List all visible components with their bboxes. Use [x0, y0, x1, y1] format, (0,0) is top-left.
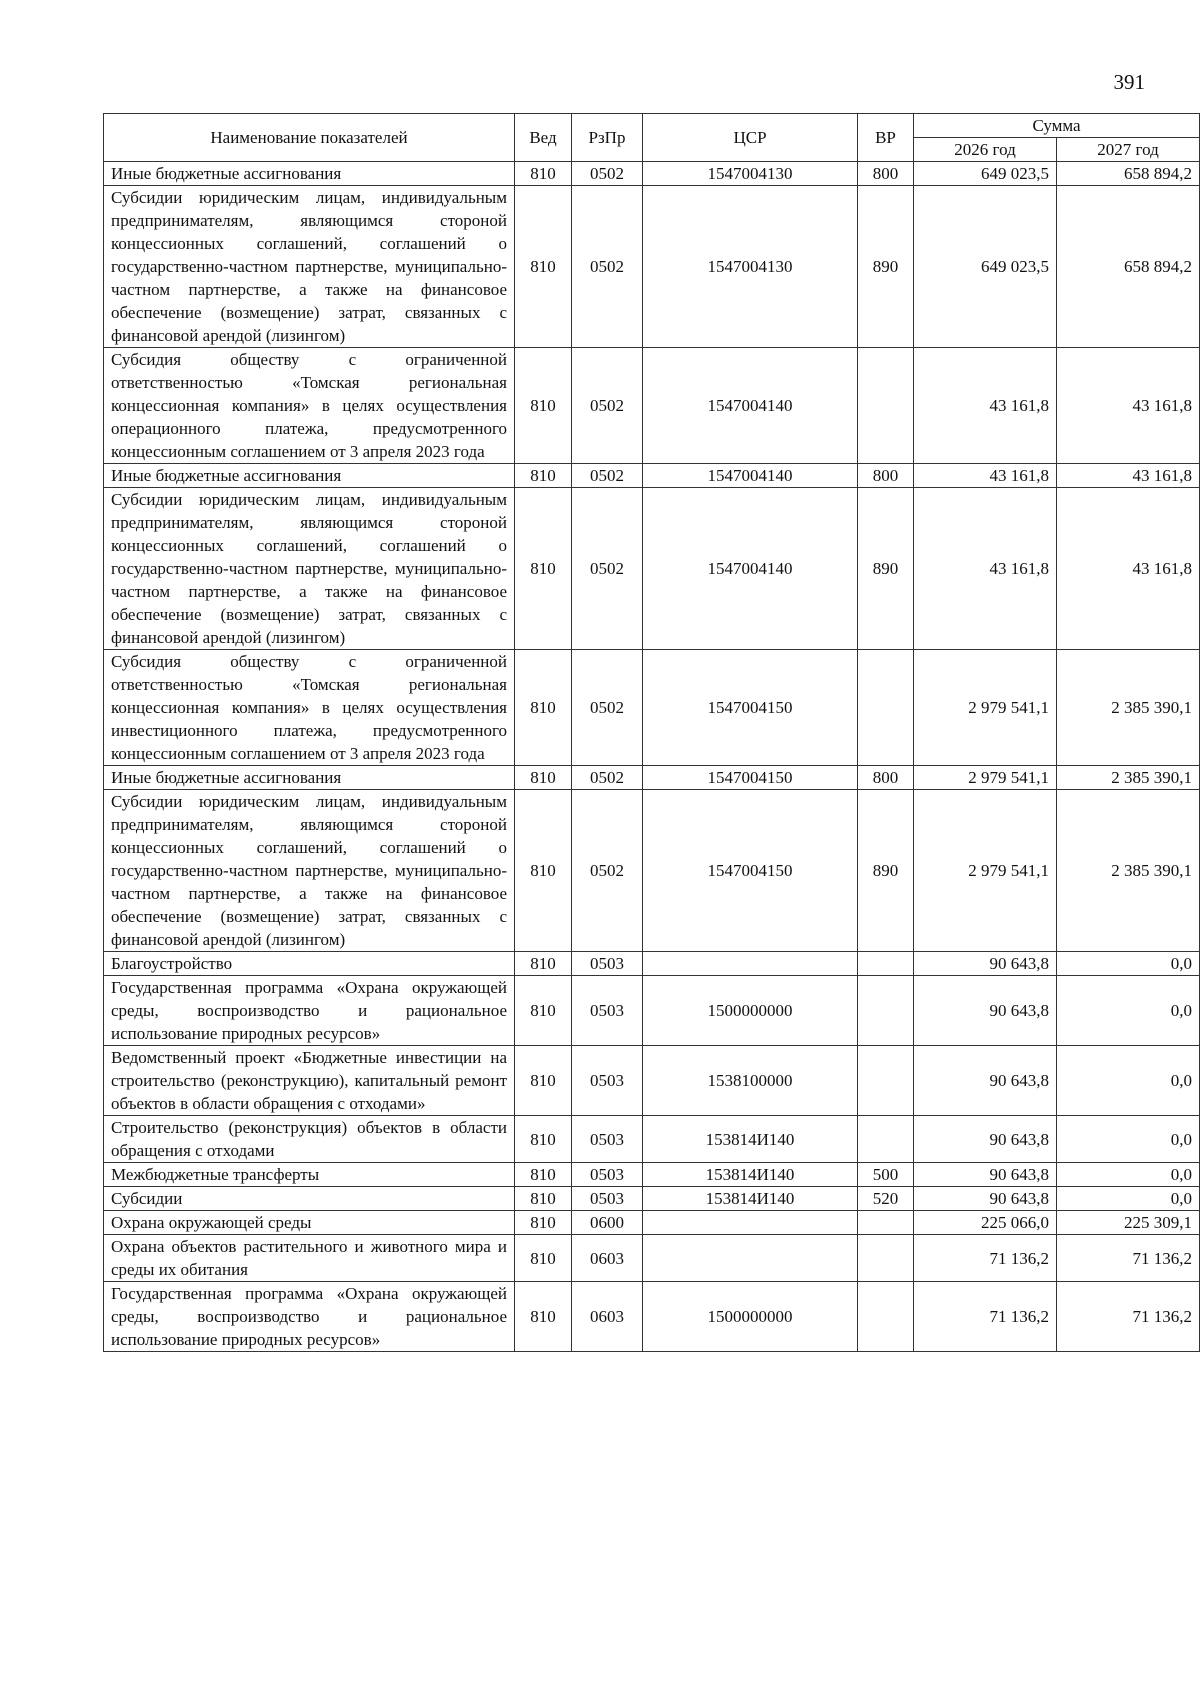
- row-sum-2026: 2 979 541,1: [914, 790, 1057, 952]
- row-sum-2026: 2 979 541,1: [914, 650, 1057, 766]
- row-vr: 800: [858, 464, 914, 488]
- row-sum-2026: 90 643,8: [914, 1116, 1057, 1163]
- row-sum-2026: 90 643,8: [914, 976, 1057, 1046]
- row-sum-2027: 658 894,2: [1057, 162, 1200, 186]
- row-ved: 810: [515, 488, 572, 650]
- header-year-2027: 2027 год: [1057, 138, 1200, 162]
- row-sum-2026: 90 643,8: [914, 1163, 1057, 1187]
- header-csr: ЦСР: [643, 114, 858, 162]
- row-name: Межбюджетные трансферты: [104, 1163, 515, 1187]
- row-name: Субсидия обществу с ограниченной ответственностью «Томская региональная концессионная компания» в целях осуществления операционного платежа, предусмотренного концессионным соглашением от 3 апреля 2023 года: [104, 348, 515, 464]
- table-row: [104, 1282, 1200, 1352]
- row-vr: 520: [858, 1187, 914, 1211]
- row-rzpr: 0502: [572, 488, 643, 650]
- row-sum-2026: 2 979 541,1: [914, 766, 1057, 790]
- row-rzpr: 0502: [572, 790, 643, 952]
- row-sum-2027: 2 385 390,1: [1057, 790, 1200, 952]
- row-rzpr: 0603: [572, 1235, 643, 1282]
- row-csr: 153814И140: [643, 1116, 858, 1163]
- table-row: [104, 464, 1200, 488]
- row-vr: 500: [858, 1163, 914, 1187]
- budget-table: [103, 113, 1200, 1352]
- header-year-2026: 2026 год: [914, 138, 1057, 162]
- row-sum-2027: 43 161,8: [1057, 488, 1200, 650]
- row-ved: 810: [515, 1235, 572, 1282]
- row-name: Государственная программа «Охрана окружающей среды, воспроизводство и рациональное использование природных ресурсов»: [104, 976, 515, 1046]
- row-csr: 1547004130: [643, 186, 858, 348]
- row-sum-2027: 0,0: [1057, 1187, 1200, 1211]
- row-csr: 1547004140: [643, 488, 858, 650]
- row-vr: [858, 1235, 914, 1282]
- row-vr: 890: [858, 790, 914, 952]
- row-name: Субсидии: [104, 1187, 515, 1211]
- row-sum-2026: 90 643,8: [914, 1187, 1057, 1211]
- row-sum-2026: 71 136,2: [914, 1235, 1057, 1282]
- table-body: [104, 162, 1200, 1352]
- table-row: [104, 1116, 1200, 1163]
- row-sum-2026: 90 643,8: [914, 1046, 1057, 1116]
- row-rzpr: 0603: [572, 1282, 643, 1352]
- page-number: 391: [1113, 70, 1145, 94]
- table-row: [104, 952, 1200, 976]
- row-sum-2026: 649 023,5: [914, 162, 1057, 186]
- row-csr: [643, 1211, 858, 1235]
- table-row: [104, 162, 1200, 186]
- table-row: [104, 1163, 1200, 1187]
- row-rzpr: 0502: [572, 464, 643, 488]
- table-header: [104, 114, 1200, 162]
- table-row: [104, 1235, 1200, 1282]
- row-csr: 1547004140: [643, 348, 858, 464]
- row-vr: [858, 976, 914, 1046]
- row-sum-2026: 71 136,2: [914, 1282, 1057, 1352]
- row-name: Субсидии юридическим лицам, индивидуальным предпринимателям, являющимся стороной концессионных соглашений, соглашений о государственно-частном партнерстве, муниципально-частном партнерстве, а также на финансовое обеспечение (возмещение) затрат, связанных с финансовой арендой (лизингом): [104, 488, 515, 650]
- row-name: Субсидии юридическим лицам, индивидуальным предпринимателям, являющимся стороной концессионных соглашений, соглашений о государственно-частном партнерстве, муниципально-частном партнерстве, а также на финансовое обеспечение (возмещение) затрат, связанных с финансовой арендой (лизингом): [104, 790, 515, 952]
- row-vr: 800: [858, 766, 914, 790]
- row-name: Строительство (реконструкция) объектов в области обращения с отходами: [104, 1116, 515, 1163]
- table-row: [104, 1211, 1200, 1235]
- header-name: Наименование показателей: [104, 114, 515, 162]
- table-row: [104, 766, 1200, 790]
- row-sum-2027: 43 161,8: [1057, 464, 1200, 488]
- row-sum-2027: 2 385 390,1: [1057, 766, 1200, 790]
- row-ved: 810: [515, 1211, 572, 1235]
- row-csr: 1547004150: [643, 650, 858, 766]
- row-vr: [858, 952, 914, 976]
- row-sum-2027: 43 161,8: [1057, 348, 1200, 464]
- row-ved: 810: [515, 1163, 572, 1187]
- row-vr: [858, 1116, 914, 1163]
- header-rzpr: РзПр: [572, 114, 643, 162]
- header-sum: Сумма: [914, 114, 1200, 138]
- row-name: Ведомственный проект «Бюджетные инвестиции на строительство (реконструкцию), капитальный ремонт объектов в области обращения с отходами»: [104, 1046, 515, 1116]
- row-vr: 890: [858, 186, 914, 348]
- row-csr: [643, 952, 858, 976]
- row-rzpr: 0503: [572, 1163, 643, 1187]
- row-rzpr: 0503: [572, 1187, 643, 1211]
- row-csr: 1500000000: [643, 976, 858, 1046]
- header-vr: ВР: [858, 114, 914, 162]
- row-vr: 890: [858, 488, 914, 650]
- table-row: [104, 790, 1200, 952]
- row-csr: 1538100000: [643, 1046, 858, 1116]
- row-rzpr: 0502: [572, 162, 643, 186]
- row-sum-2027: 225 309,1: [1057, 1211, 1200, 1235]
- row-ved: 810: [515, 464, 572, 488]
- row-ved: 810: [515, 1282, 572, 1352]
- row-sum-2027: 0,0: [1057, 952, 1200, 976]
- row-sum-2026: 225 066,0: [914, 1211, 1057, 1235]
- row-csr: 153814И140: [643, 1163, 858, 1187]
- row-csr: 153814И140: [643, 1187, 858, 1211]
- row-name: Иные бюджетные ассигнования: [104, 766, 515, 790]
- row-sum-2026: 43 161,8: [914, 348, 1057, 464]
- row-ved: 810: [515, 1116, 572, 1163]
- row-sum-2027: 0,0: [1057, 976, 1200, 1046]
- row-sum-2026: 90 643,8: [914, 952, 1057, 976]
- row-rzpr: 0503: [572, 976, 643, 1046]
- row-vr: [858, 1211, 914, 1235]
- row-sum-2027: 0,0: [1057, 1046, 1200, 1116]
- row-vr: [858, 650, 914, 766]
- row-csr: [643, 1235, 858, 1282]
- row-csr: 1547004130: [643, 162, 858, 186]
- row-name: Благоустройство: [104, 952, 515, 976]
- row-rzpr: 0502: [572, 186, 643, 348]
- row-csr: 1547004150: [643, 766, 858, 790]
- row-name: Охрана объектов растительного и животного мира и среды их обитания: [104, 1235, 515, 1282]
- row-sum-2027: 71 136,2: [1057, 1282, 1200, 1352]
- row-sum-2027: 0,0: [1057, 1163, 1200, 1187]
- row-name: Иные бюджетные ассигнования: [104, 464, 515, 488]
- row-sum-2026: 649 023,5: [914, 186, 1057, 348]
- row-ved: 810: [515, 1187, 572, 1211]
- row-ved: 810: [515, 348, 572, 464]
- row-rzpr: 0503: [572, 1116, 643, 1163]
- table-row: [104, 650, 1200, 766]
- row-name: Государственная программа «Охрана окружающей среды, воспроизводство и рациональное использование природных ресурсов»: [104, 1282, 515, 1352]
- row-name: Субсидии юридическим лицам, индивидуальным предпринимателям, являющимся стороной концессионных соглашений, соглашений о государственно-частном партнерстве, муниципально-частном партнерстве, а также на финансовое обеспечение (возмещение) затрат, связанных с финансовой арендой (лизингом): [104, 186, 515, 348]
- row-ved: 810: [515, 186, 572, 348]
- row-sum-2027: 2 385 390,1: [1057, 650, 1200, 766]
- row-sum-2027: 71 136,2: [1057, 1235, 1200, 1282]
- row-ved: 810: [515, 952, 572, 976]
- row-csr: 1547004140: [643, 464, 858, 488]
- row-sum-2026: 43 161,8: [914, 488, 1057, 650]
- row-csr: 1547004150: [643, 790, 858, 952]
- row-rzpr: 0503: [572, 952, 643, 976]
- row-ved: 810: [515, 650, 572, 766]
- row-rzpr: 0502: [572, 650, 643, 766]
- row-vr: 800: [858, 162, 914, 186]
- row-vr: [858, 1282, 914, 1352]
- table-row: [104, 1046, 1200, 1116]
- table-row: [104, 1187, 1200, 1211]
- row-rzpr: 0503: [572, 1046, 643, 1116]
- row-ved: 810: [515, 1046, 572, 1116]
- row-name: Охрана окружающей среды: [104, 1211, 515, 1235]
- row-rzpr: 0502: [572, 348, 643, 464]
- table-row: [104, 976, 1200, 1046]
- row-vr: [858, 1046, 914, 1116]
- row-ved: 810: [515, 790, 572, 952]
- row-rzpr: 0600: [572, 1211, 643, 1235]
- row-name: Иные бюджетные ассигнования: [104, 162, 515, 186]
- table-row: [104, 488, 1200, 650]
- table-row: [104, 348, 1200, 464]
- row-sum-2026: 43 161,8: [914, 464, 1057, 488]
- row-sum-2027: 658 894,2: [1057, 186, 1200, 348]
- row-csr: 1500000000: [643, 1282, 858, 1352]
- row-vr: [858, 348, 914, 464]
- table-row: [104, 186, 1200, 348]
- row-name: Субсидия обществу с ограниченной ответственностью «Томская региональная концессионная компания» в целях осуществления инвестиционного платежа, предусмотренного концессионным соглашением от 3 апреля 2023 года: [104, 650, 515, 766]
- row-ved: 810: [515, 766, 572, 790]
- row-ved: 810: [515, 162, 572, 186]
- row-rzpr: 0502: [572, 766, 643, 790]
- header-ved: Вед: [515, 114, 572, 162]
- row-ved: 810: [515, 976, 572, 1046]
- row-sum-2027: 0,0: [1057, 1116, 1200, 1163]
